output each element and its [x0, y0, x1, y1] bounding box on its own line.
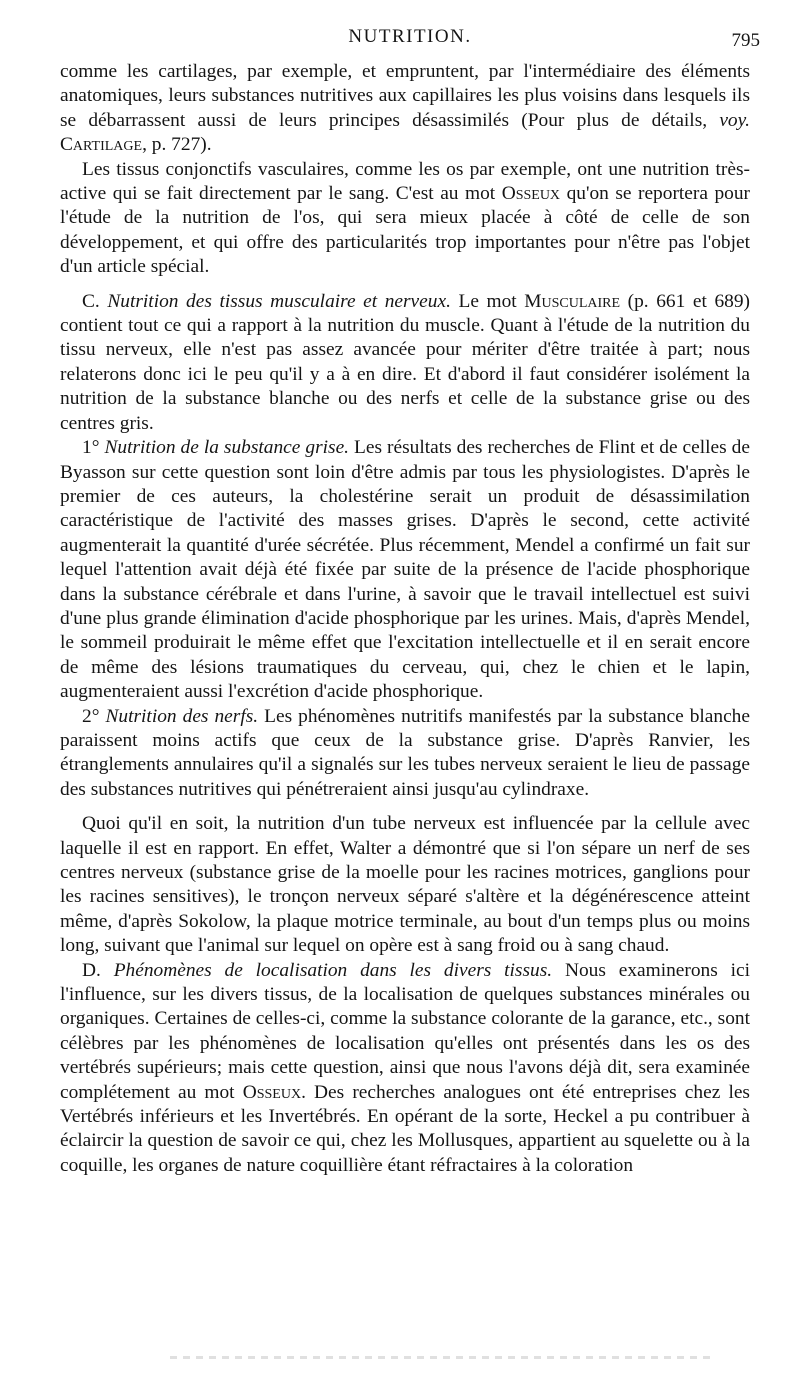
subsection-label: 2°: [82, 705, 100, 727]
scan-artifact: [170, 1356, 710, 1359]
subsection-heading: Nutrition de la substance grise.: [104, 437, 350, 459]
paragraph-text: Le mot: [458, 290, 517, 312]
paragraph-text: Les phénomènes nutritifs manifestés par la substance blanche paraissent moins actifs que ceux de la substance grise. D'après Ranvier, les étranglements annulaires qu'il a signalés sur les tubes nerveux seraient le lieu de passage des substances nutritives qui pénétreraient ainsi jusqu'au cylindraxe.: [60, 705, 750, 800]
paragraph-tissus-conjonctifs: [60, 158, 750, 280]
subsection-nerfs: [60, 705, 750, 803]
section-heading: Phénomènes de localisation dans les divers tissus.: [113, 959, 553, 981]
paragraph-text: Nous examinerons ici l'influence, sur les divers tissus, de la localisation de quelques substances minérales ou organiques. Certaines de celles-ci, comme la substance colorante de la garance, etc., sont célèbres par les phénomènes de localisation qu'elles ont présentés dans les os des vertébrés supérieurs; mais cette question, ainsi que nous l'avons déjà dit, sera examinée complétement au mot: [60, 959, 750, 1103]
voy-abbrev: voy.: [719, 109, 750, 131]
paragraph-tube-nerveux: [60, 812, 750, 958]
paragraph-text: Les résultats des recherches de Flint et de celles de Byasson sur cette question sont loin d'être admis par tous les physiologistes. D'après le premier de ces auteurs, la cholestérine serait un produit de désassimilation caractéristique de l'activité des masses grises. D'après le second, cette activité augmenterait la quantité d'urée sécrétée. Plus récemment, Mendel a confirmé un fait sur lequel l'attention avait déjà été fixée par suite de la présence de l'acide phosphorique dans la substance cérébrale et dans l'urine, à savoir que le travail intellectuel est suivi d'une plus grande élimination d'acide phosphorique par les urines. Mais, d'après Mendel, le sommeil produirait le même effet que l'excitation intellectuelle et il en serait encore de même des lésions traumatiques du cerveau, qui, chez le chien et le lapin, augmenteraient aussi l'excrétion d'acide phosphorique.: [60, 437, 750, 703]
cross-reference: Osseux: [501, 183, 561, 205]
subsection-substance-grise: [60, 436, 750, 704]
section-d: [60, 959, 750, 1179]
section-c: [60, 290, 750, 436]
paragraph-text: (p. 661 et 689) contient tout ce qui a rapport à la nutrition du muscle. Quant à l'étude de la nutrition du tissu nerveux, elle n'est pas assez avancée pour mériter d'être traitée à part; nous relaterons donc ici le peu qu'il y a à en dire. Et d'abord il faut considérer isolément la nutrition de la substance blanche ou des nerfs et celle de la substance grise ou des centres gris.: [60, 290, 750, 434]
subsection-heading: Nutrition des nerfs.: [105, 705, 259, 727]
cross-reference: Cartilage: [60, 134, 143, 156]
section-heading: Nutrition des tissus musculaire et nerveux.: [107, 290, 451, 312]
section-label: C.: [82, 290, 100, 312]
paragraph-cartilage-continuation: [60, 60, 750, 158]
subsection-label: 1°: [82, 437, 100, 459]
page-title: NUTRITION.: [348, 26, 472, 47]
paragraph-text: Quoi qu'il en soit, la nutrition d'un tube nerveux est influencée par la cellule avec laquelle il est en rapport. En effet, Walter a démontré que si l'on sépare un nerf de ses centres nerveux (substance grise de la moelle pour les racines motrices, ganglions pour les racines sensitives), le tronçon nerveux séparé s'altère et la dégénérescence atteint même, d'après Sokolow, la plaque motrice terminale, au bout d'un temps plus ou moins long, suivant que l'animal sur lequel on opère est à sang froid ou à sang chaud.: [60, 813, 750, 957]
paragraph-text: . Des recherches analogues ont été entreprises chez les Vertébrés inférieurs et les Invertébrés. En opérant de la sorte, Heckel a pu contribuer à éclaircir la question de savoir ce qui, chez les Mollusques, appartient au squelette ou à la coquille, les organes de nature coquillière étant réfractaires à la coloration: [60, 1081, 750, 1176]
paragraph-text: qu'on se reportera pour l'étude de la nutrition de l'os, qui sera mieux placée à côté de celle de son développement, et qui offre des particularités trop importantes pour n'être pas l'objet d'un article spécial.: [60, 183, 751, 278]
paragraph-text: Les tissus conjonctifs vasculaires, comme les os par exemple, ont une nutrition très-active qui se fait directement par le sang. C'est au mot: [60, 158, 750, 205]
cross-reference: Osseux: [242, 1081, 302, 1103]
paragraph-text: comme les cartilages, par exemple, et empruntent, par l'intermédiaire des éléments anatomiques, leurs substances nutritives aux capillaires les plus voisins dans lesquels ils se débarrassent aussi de leurs principes désassimilés (Pour plus de détails,: [60, 61, 750, 131]
cross-reference: Musculaire: [524, 290, 621, 312]
section-label: D.: [82, 959, 101, 981]
paragraph-text: , p. 727).: [142, 134, 212, 156]
body-text: [60, 60, 750, 1178]
running-header: [60, 26, 760, 56]
page-number: 795: [731, 30, 760, 51]
